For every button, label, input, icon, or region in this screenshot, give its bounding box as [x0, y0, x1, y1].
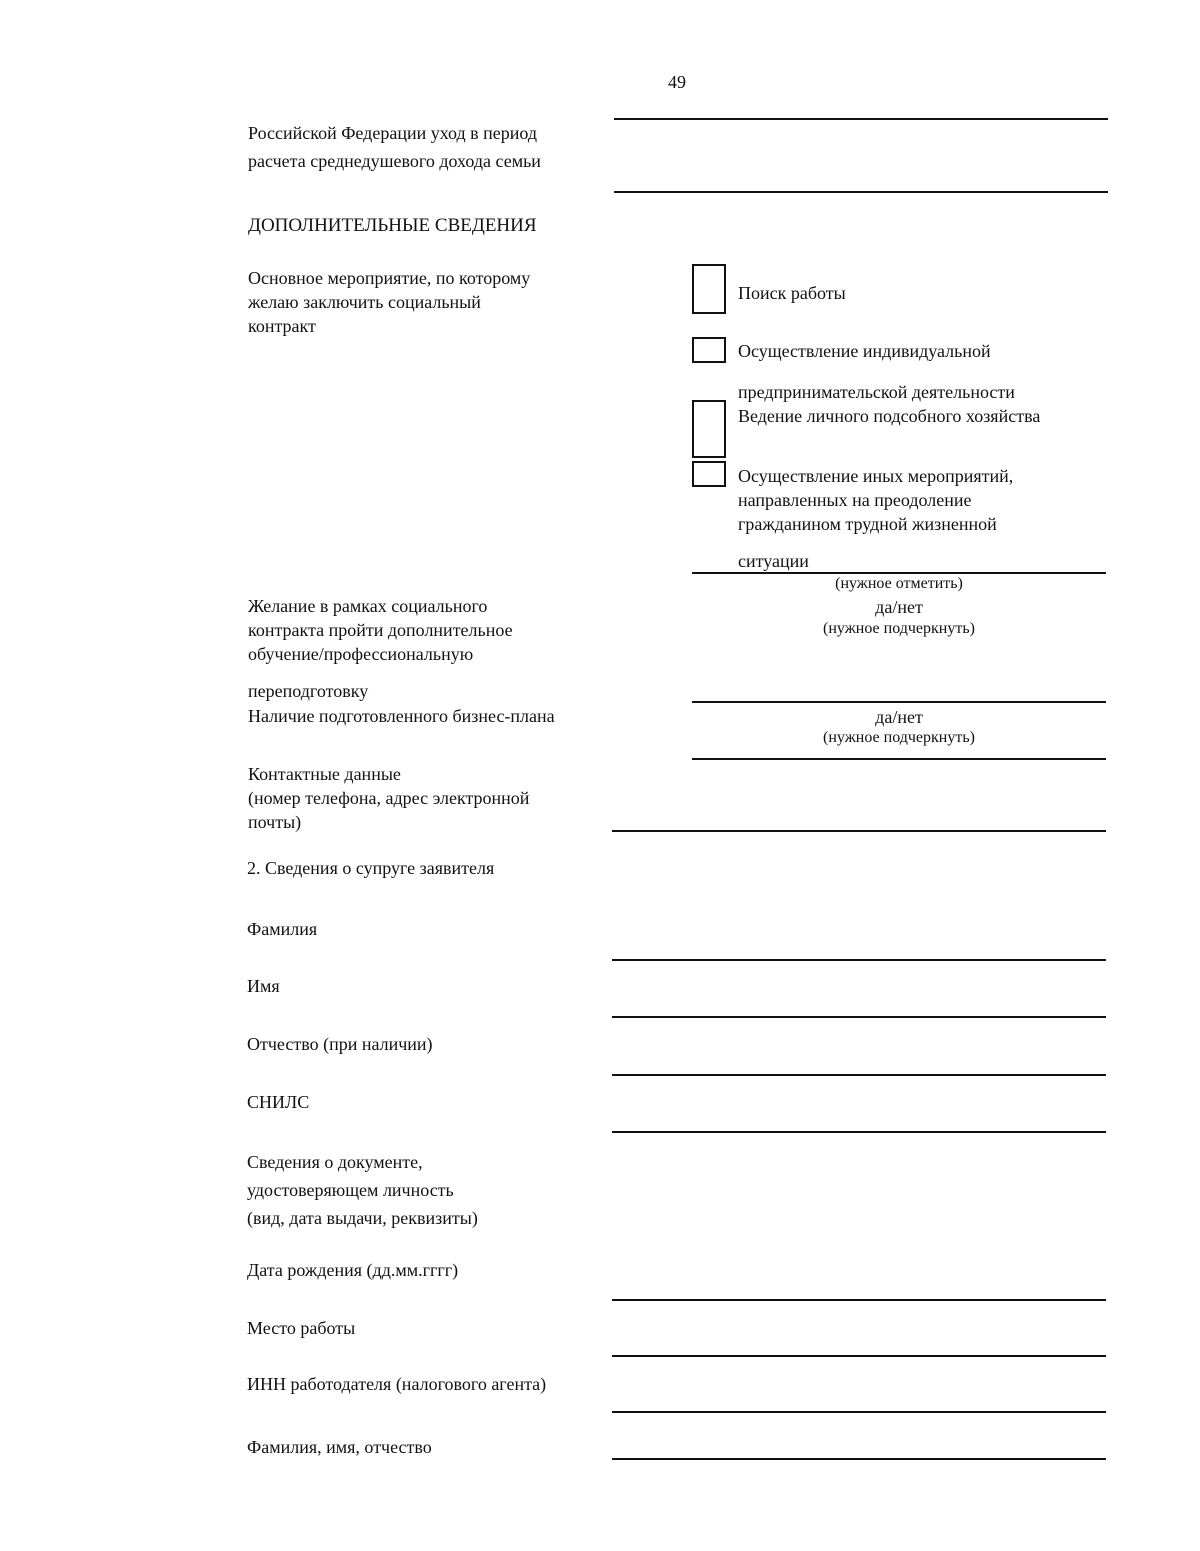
spouse-snils-line[interactable] [612, 1131, 1106, 1133]
option-entrepreneurship-continued: предпринимательской деятельности [738, 382, 1015, 402]
spouse-workplace-line[interactable] [612, 1355, 1106, 1357]
business-plan-answer[interactable]: да/нет [875, 707, 923, 727]
intro-label: Российской Федерации уход в период расчета среднедушевого дохода семьи [248, 123, 541, 171]
checkbox-job-search[interactable] [692, 264, 726, 314]
spouse-first-name-line[interactable] [612, 1016, 1106, 1018]
intro-top-line [614, 118, 1108, 120]
spouse-birth-date-label: Дата рождения (дд.мм.гггг) [247, 1260, 459, 1280]
checkbox-other-measures[interactable] [692, 461, 726, 487]
training-answer[interactable]: да/нет [875, 597, 923, 617]
business-plan-hint: (нужное подчеркнуть) [823, 729, 975, 746]
spouse-employer-inn-label: ИНН работодателя (налогового агента) [247, 1374, 547, 1394]
checkbox-household[interactable] [692, 400, 726, 458]
spouse-patronymic-label: Отчество (при наличии) [247, 1034, 433, 1054]
spouse-patronymic-line[interactable] [612, 1074, 1106, 1076]
contacts-line[interactable] [612, 830, 1106, 832]
training-line [692, 701, 1106, 703]
spouse-first-name-label: Имя [247, 976, 280, 996]
section-heading-additional: ДОПОЛНИТЕЛЬНЫЕ СВЕДЕНИЯ [248, 215, 537, 236]
intro-answer-line[interactable] [614, 191, 1108, 193]
spouse-id-document-label: Сведения о документе, удостоверяющем личность (вид, дата выдачи, реквизиты) [247, 1152, 478, 1228]
checkbox-entrepreneurship[interactable] [692, 337, 726, 363]
option-household: Ведение личного подсобного хозяйства [738, 406, 1041, 426]
training-label: Желание в рамках социального контракта пройти дополнительное обучение/профессиональную [248, 596, 513, 664]
spouse-full-name-line[interactable] [612, 1458, 1106, 1460]
option-entrepreneurship: Осуществление индивидуальной [738, 341, 991, 361]
main-activity-hint: (нужное отметить) [835, 575, 963, 592]
business-plan-line [692, 758, 1106, 760]
spouse-workplace-label: Место работы [247, 1318, 356, 1338]
spouse-full-name-label: Фамилия, имя, отчество [247, 1437, 432, 1457]
business-plan-label: Наличие подготовленного бизнес-плана [248, 706, 555, 726]
spouse-employer-inn-line[interactable] [612, 1411, 1106, 1413]
option-other-measures-continued: ситуации [738, 551, 809, 571]
main-activity-label: Основное мероприятие, по которому желаю заключить социальный контракт [248, 268, 531, 336]
training-hint: (нужное подчеркнуть) [823, 620, 975, 637]
option-job-search: Поиск работы [738, 283, 846, 303]
spouse-last-name-line[interactable] [612, 959, 1106, 961]
spouse-section-heading: 2. Сведения о супруге заявителя [247, 858, 495, 878]
option-other-measures: Осуществление иных мероприятий, направленных на преодоление гражданином трудной жизненной [738, 466, 1014, 534]
spouse-last-name-label: Фамилия [247, 919, 318, 939]
spouse-snils-label: СНИЛС [247, 1092, 310, 1112]
training-label-continued: переподготовку [248, 681, 369, 701]
contacts-label: Контактные данные (номер телефона, адрес электронной почты) [248, 764, 530, 832]
page-number: 49 [668, 72, 686, 92]
spouse-birth-date-line[interactable] [612, 1299, 1106, 1301]
